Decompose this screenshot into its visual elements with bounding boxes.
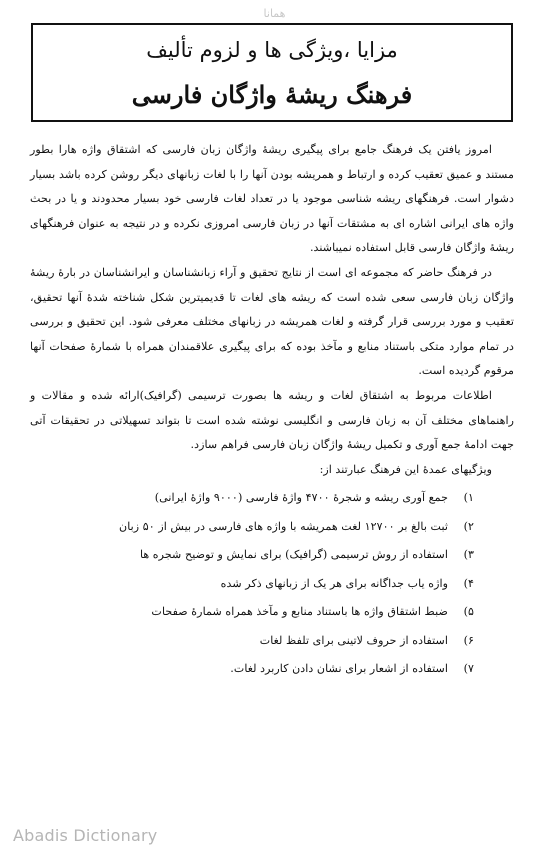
feature-item — [30, 541, 474, 570]
features-intro: ویژگیهای عمدهٔ این فرهنگ عبارتند از: — [319, 462, 492, 476]
features-list — [30, 484, 514, 684]
feature-text: جمع آوری ریشه و شجرهٔ ۴۷۰۰ واژهٔ فارسی (۹۰۰۰ واژهٔ ایرانی) — [154, 491, 448, 505]
feature-text: استفاده از اشعار برای نشان دادن کاربرد لغات. — [230, 662, 448, 676]
watermark-top: همانا — [263, 7, 286, 20]
feature-text: ضبط اشتقاق واژه ها باستناد منابع و مآخذ همراه شمارهٔ صفحات — [151, 605, 448, 619]
feature-number: ۵) — [463, 605, 474, 619]
feature-number: ١) — [463, 491, 474, 505]
feature-text: استفاده از حروف لاتینی برای تلفظ لغات — [259, 633, 448, 647]
paragraph-1: امروز یافتن یک فرهنگ جامع برای پیگیری ریشهٔ واژگان زبان فارسی که اشتقاق واژه هارا بطور مستند و عمیق تعقیب کرده و ارتباط و همریشه بودن آنها را با لغات زبانهای دیگر روشن کرده باشد بسیار دشوار است. فرهنگهای ریشه شناسی موجود یا در تعداد لغات فارسی خود بسیار محدودند و یا در بحث واژه های ایرانی اشاره ای به مشتقات آنها در زبان فارسی امروزی نکرده و در نتیجه به عنوان فرهنگهای ریشهٔ واژگان فارسی قابل استفاده نمیباشند. — [30, 143, 514, 255]
feature-item — [30, 598, 474, 627]
paragraph-2: در فرهنگ حاضر که مجموعه ای است از نتایج تحقیق و آراء زبانشناسان و ایرانشناسان در بارهٔ ریشهٔ واژگان زبان فارسی سعی شده است که ریشه های لغات تا قدیمیترین شکل شناخته شدهٔ آنها تحقیق، تعقیب و مورد بررسی قرار گرفته و لغات همریشه در زبانهای مختلف معرفی شود. این تحقیق و بررسی در تمام موارد متکی باستناد منابع و مآخذ بوده که برای پیگیری علاقمندان همراه با شمارهٔ صفحات آنها مرقوم گردیده است. — [30, 265, 514, 378]
feature-item — [30, 655, 474, 684]
feature-number: ۶) — [463, 633, 474, 647]
feature-number: ۴) — [463, 576, 474, 590]
feature-number: ٢) — [463, 519, 474, 533]
title-line-2: فرهنگ ریشهٔ واژگان فارسی — [131, 80, 413, 109]
feature-item — [30, 484, 474, 513]
feature-number: ۷) — [463, 662, 474, 676]
watermark-bottom: Abadis Dictionary — [13, 826, 158, 845]
feature-number: ٣) — [463, 548, 474, 562]
paragraph-3: اطلاعات مربوط به اشتقاق لغات و ریشه ها بصورت ترسیمی (گرافیک)ارائه شده و مقالات و راهنماهای مختلف آن به زبان فارسی و انگلیسی نوشته شده است تا بتواند تسهیلاتی در تحقیقات آتی جهت ادامهٔ جمع آوری و تکمیل ریشهٔ واژگان زبان فارسی فراهم سازد. — [30, 388, 514, 452]
feature-text: استفاده از روش ترسیمی (گرافیک) برای نمایش و توضیح شجره ها — [139, 548, 448, 562]
feature-item — [30, 513, 474, 542]
document-body — [30, 138, 514, 684]
feature-item — [30, 627, 474, 656]
feature-text: ثبت بالغ بر ۱۲۷۰۰ لغت همریشه با واژه های فارسی در بیش از ۵۰ زبان — [119, 519, 448, 533]
title-line-1: مزایا ،ویژگی ها و لزوم تألیف — [146, 38, 398, 62]
feature-text: واژه یاب جداگانه برای هر یک از زبانهای ذکر شده — [220, 576, 448, 590]
title-box — [31, 23, 513, 122]
feature-item — [30, 570, 474, 599]
